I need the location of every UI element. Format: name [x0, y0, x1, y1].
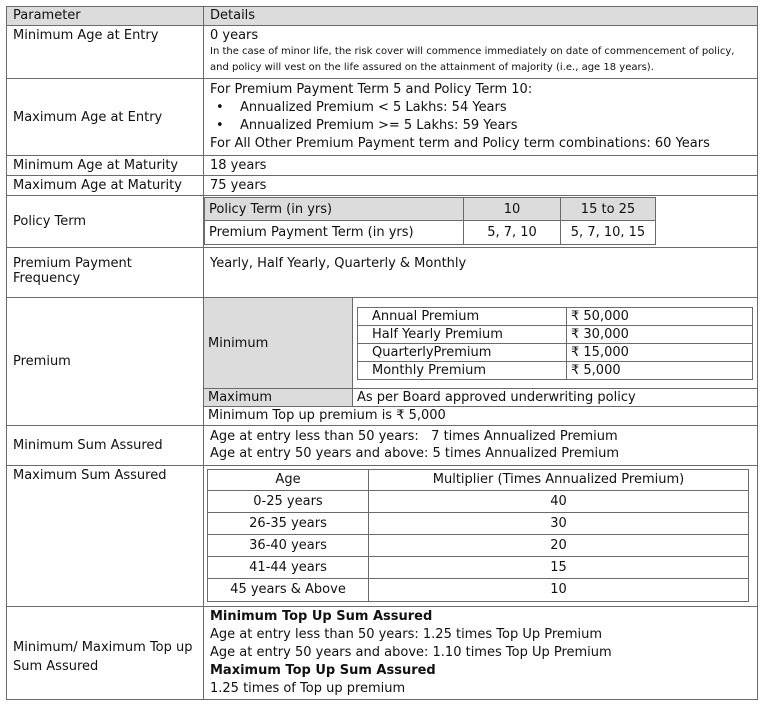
premium-amount: ₹ 15,000	[567, 344, 753, 362]
max-age-entry-bullets	[210, 99, 751, 135]
policy-term-row	[205, 198, 656, 221]
topup-max-title	[210, 662, 751, 680]
premium-topup-row	[204, 407, 757, 425]
label-max-sum-assured: Maximum Sum Assured	[7, 465, 204, 606]
premium-minimum-row	[204, 298, 757, 389]
policy-term-cell: Premium Payment Term (in yrs)	[205, 221, 464, 245]
premium-type: QuarterlyPremium	[358, 344, 567, 362]
max-sum-age: 41-44 years	[208, 556, 369, 578]
label-min-age-entry: Minimum Age at Entry	[7, 26, 204, 79]
row-min-age-maturity	[7, 156, 758, 176]
topup-min-title-text: Minimum Top Up Sum Assured	[210, 608, 433, 624]
policy-term-row	[205, 221, 656, 245]
max-age-entry-intro: For Premium Payment Term 5 and Policy Term 10:	[210, 82, 533, 97]
max-sum-head-age: Age	[208, 469, 369, 490]
premium-amount: ₹ 5,000	[567, 362, 753, 380]
details-max-sum-assured	[204, 465, 758, 606]
topup-min-line: Age at entry 50 years and above: 1.10 times Top Up Premium	[210, 644, 612, 660]
row-min-sum-assured	[7, 425, 758, 465]
details-max-age-entry	[204, 79, 758, 156]
policy-term-table	[204, 197, 656, 245]
max-sum-age: 0-25 years	[208, 490, 369, 512]
min-sum-assured-line: Age at entry 50 years and above: 5 times Annualized Premium	[210, 445, 620, 461]
premium-row	[358, 308, 753, 326]
topup-max-line: 1.25 times of Top up premium	[210, 680, 406, 696]
label-policy-term: Policy Term	[7, 196, 204, 248]
policy-parameters	[6, 6, 758, 700]
label-frequency: Premium Payment Frequency	[7, 248, 204, 298]
min-age-entry-value: 0 years	[210, 28, 259, 43]
policy-term-cell: 10	[464, 198, 561, 221]
header-details: Details	[204, 7, 758, 26]
max-sum-age: 26-35 years	[208, 512, 369, 534]
min-sum-assured-line: Age at entry less than 50 years: 7 times Annualized Premium	[210, 428, 618, 444]
premium-maximum-row	[204, 389, 757, 407]
row-frequency	[7, 248, 758, 298]
header-parameter: Parameter	[7, 7, 204, 26]
max-sum-header-row	[208, 469, 749, 490]
premium-type: Annual Premium	[358, 308, 567, 326]
premium-type: Monthly Premium	[358, 362, 567, 380]
parameters-table	[6, 6, 758, 700]
label-premium: Premium	[7, 298, 204, 426]
row-policy-term	[7, 196, 758, 248]
topup-max-title-text: Maximum Top Up Sum Assured	[210, 662, 436, 678]
details-min-age-entry	[204, 26, 758, 79]
row-premium	[7, 298, 758, 426]
max-sum-multiplier: 30	[369, 512, 749, 534]
details-premium	[204, 298, 758, 426]
max-sum-multiplier: 15	[369, 556, 749, 578]
policy-term-cell: 15 to 25	[561, 198, 656, 221]
label-max-age-entry: Maximum Age at Entry	[7, 79, 204, 156]
premium-table	[204, 298, 757, 425]
premium-amount: ₹ 30,000	[567, 326, 753, 344]
max-sum-multiplier: 10	[369, 578, 749, 601]
premium-row	[358, 326, 753, 344]
details-min-sum-assured	[204, 425, 758, 465]
label-min-sum-assured: Minimum Sum Assured	[7, 425, 204, 465]
row-topup-sum-assured	[7, 606, 758, 699]
label-topup-sum-assured: Minimum/ Maximum Top up Sum Assured	[7, 606, 204, 699]
label-min-age-maturity: Minimum Age at Maturity	[7, 156, 204, 176]
policy-term-cell: 5, 7, 10, 15	[561, 221, 656, 245]
topup-min-title	[210, 608, 751, 626]
premium-maximum-value: As per Board approved underwriting policy	[357, 390, 636, 405]
header-row	[7, 7, 758, 26]
premium-minimum-details	[353, 298, 758, 389]
max-sum-row	[208, 578, 749, 601]
premium-amount: ₹ 50,000	[567, 308, 753, 326]
row-max-sum-assured	[7, 465, 758, 606]
topup-min-line: Age at entry less than 50 years: 1.25 times Top Up Premium	[210, 626, 603, 642]
max-sum-age: 36-40 years	[208, 534, 369, 556]
row-max-age-maturity	[7, 176, 758, 196]
policy-term-cell: 5, 7, 10	[464, 221, 561, 245]
max-sum-age: 45 years & Above	[208, 578, 369, 601]
label-max-age-maturity: Maximum Age at Maturity	[7, 176, 204, 196]
max-sum-row	[208, 534, 749, 556]
row-min-age-entry	[7, 26, 758, 79]
max-sum-multiplier: 20	[369, 534, 749, 556]
frequency-value: Yearly, Half Yearly, Quarterly & Monthly	[204, 248, 758, 298]
max-sum-row	[208, 512, 749, 534]
row-max-age-entry	[7, 79, 758, 156]
premium-row	[358, 362, 753, 380]
max-sum-assured-table	[207, 469, 749, 602]
premium-row	[358, 344, 753, 362]
policy-term-cell: Policy Term (in yrs)	[205, 198, 464, 221]
premium-maximum-label: Maximum	[204, 389, 353, 407]
max-sum-multiplier: 40	[369, 490, 749, 512]
details-policy-term	[204, 196, 758, 248]
max-sum-row	[208, 490, 749, 512]
bullet-item: • Annualized Premium >= 5 Lakhs: 59 Years	[216, 117, 751, 135]
bullet-item: • Annualized Premium < 5 Lakhs: 54 Years	[216, 99, 751, 117]
premium-minimum-label: Minimum	[204, 298, 353, 389]
min-age-entry-note: In the case of minor life, the risk cover will commence immediately on date of commencement of policy, and policy will vest on the life assured on the attainment of majority (i.e., age 18 years).	[210, 46, 735, 73]
max-sum-head-multiplier: Multiplier (Times Annualized Premium)	[369, 469, 749, 490]
min-age-maturity-value: 18 years	[204, 156, 758, 176]
premium-minimum-table	[357, 307, 753, 380]
premium-topup-note: Minimum Top up premium is ₹ 5,000	[208, 408, 446, 424]
details-topup-sum-assured	[204, 606, 758, 699]
max-sum-row	[208, 556, 749, 578]
max-age-entry-other: For All Other Premium Payment term and Policy term combinations: 60 Years	[210, 136, 710, 151]
premium-type: Half Yearly Premium	[358, 326, 567, 344]
max-age-maturity-value: 75 years	[204, 176, 758, 196]
